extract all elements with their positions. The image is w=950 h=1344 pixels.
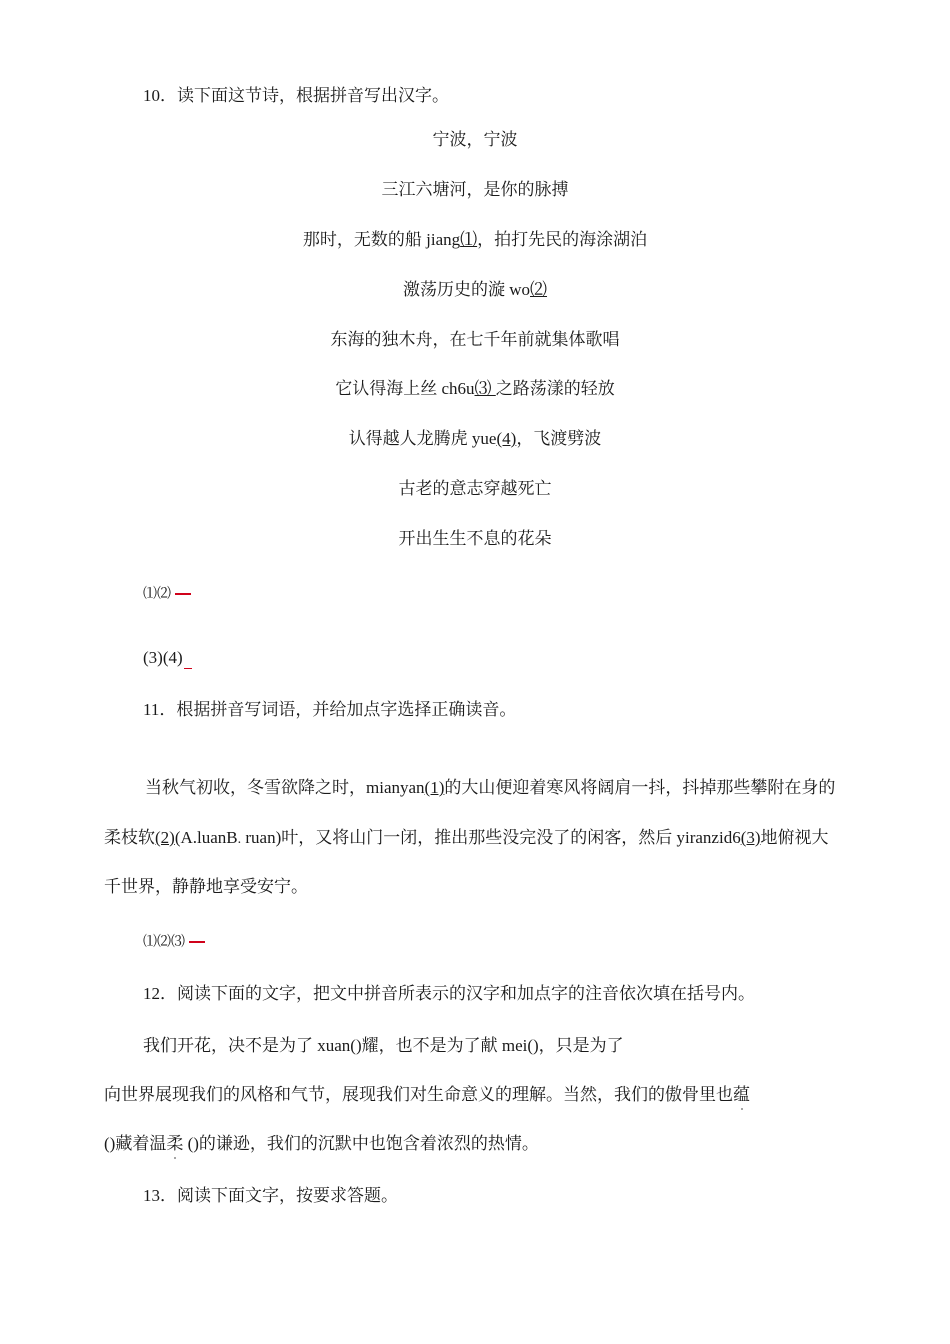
- blank-marker-1: (1): [424, 778, 445, 797]
- answer-line[interactable]: [175, 593, 191, 595]
- blank-marker-4: (4): [496, 429, 517, 448]
- q11-text: 当秋气初收，冬雪欲降之时，mianyan: [145, 778, 425, 797]
- blank-marker-3: (3): [740, 828, 761, 847]
- poem-line-3-text: 那时，无数的船 jiang: [302, 230, 461, 249]
- answer-line[interactable]: [184, 668, 192, 669]
- poem-line-3: [0, 229, 950, 251]
- q10-answer-1: [143, 582, 191, 606]
- q10-answer-2: [143, 647, 192, 669]
- poem-line-7-text-end: ，飞渡劈波: [516, 429, 602, 448]
- poem-line-3-text-end: ，拍打先民的海涂湖泊: [477, 230, 648, 249]
- q11-text: 的大山便迎着寒风将阔肩一抖，抖掉那些攀附在身的: [444, 778, 836, 797]
- poem-line-4: [0, 279, 950, 301]
- blank-marker-1: ⑴: [460, 230, 478, 249]
- q11-text: .: [237, 832, 242, 847]
- poem-line-9: 开出生生不息的花朵: [398, 529, 552, 548]
- blank-marker-3: ⑶: [474, 379, 496, 398]
- q12-title: 12．阅读下面的文字，把文中拼音所表示的汉字和加点字的注音依次填在括号内。: [143, 984, 755, 1003]
- poem-line-8: 古老的意志穿越死亡: [398, 479, 552, 498]
- q12-line-3: [104, 1133, 539, 1155]
- q11-text: (A.luanB: [174, 828, 238, 847]
- poem-line-5: 东海的独木舟，在七千年前就集体歌唱: [330, 330, 620, 349]
- q11-text: ruan)叶，又将山门一闭，推出那些没完没了的闲客，然后 yiranzid6: [241, 828, 741, 847]
- q11-title: 11．根据拼音写词语，并给加点字选择正确读音。: [143, 700, 517, 719]
- q12-text: ()的谦逊，我们的沉默中也饱含着浓烈的热情。: [183, 1134, 539, 1153]
- poem-line-1: 宁波，宁波: [432, 130, 518, 149]
- q11-text: 柔枝软: [104, 828, 155, 847]
- blank-marker-2: (2): [155, 828, 175, 847]
- q10-title: 10．读下面这节诗，根据拼音写出汉字。: [143, 86, 449, 105]
- blank-marker-2: ⑵: [530, 280, 548, 299]
- q12-line-2: [104, 1084, 750, 1106]
- q11-paragraph-line-2: [104, 827, 829, 851]
- q11-paragraph-line-1: [145, 777, 835, 799]
- poem-line-7: [0, 428, 950, 450]
- q11-paragraph-line-3: 千世界，静静地享受安宁。: [104, 877, 308, 896]
- answer-label: ⑴⑵⑶: [143, 935, 185, 950]
- dotted-character: 蕴: [733, 1085, 750, 1104]
- q12-text: 向世界展现我们的风格和气节，展现我们对生命意义的理解。当然，我们的傲骨里也: [104, 1085, 733, 1104]
- poem-line-4-text: 激荡历史的漩 wo: [402, 280, 531, 299]
- q11-answer: [143, 930, 205, 954]
- poem-line-6: [0, 378, 950, 400]
- answer-line[interactable]: [189, 941, 205, 943]
- q13-title: 13．阅读下面文字，按要求答题。: [143, 1186, 398, 1205]
- answer-label-3-4: (3)(4): [143, 648, 183, 667]
- q12-line-1: 我们开花，决不是为了 xuan()耀，也不是为了献 mei()，只是为了: [143, 1036, 624, 1055]
- q11-text: 地俯视大: [760, 828, 829, 847]
- poem-line-7-text: 认得越人龙腾虎 yue: [348, 429, 497, 448]
- dotted-character: 柔: [166, 1134, 184, 1153]
- q12-text: ()藏着温: [104, 1134, 167, 1153]
- poem-line-2: 三江六塘河，是你的脉搏: [381, 180, 569, 199]
- poem-line-6-text-end: 之路荡漾的轻放: [495, 379, 615, 398]
- poem-line-6-text: 它认得海上丝 ch6u: [335, 379, 475, 398]
- answer-label-1-2: ⑴⑵: [143, 587, 171, 602]
